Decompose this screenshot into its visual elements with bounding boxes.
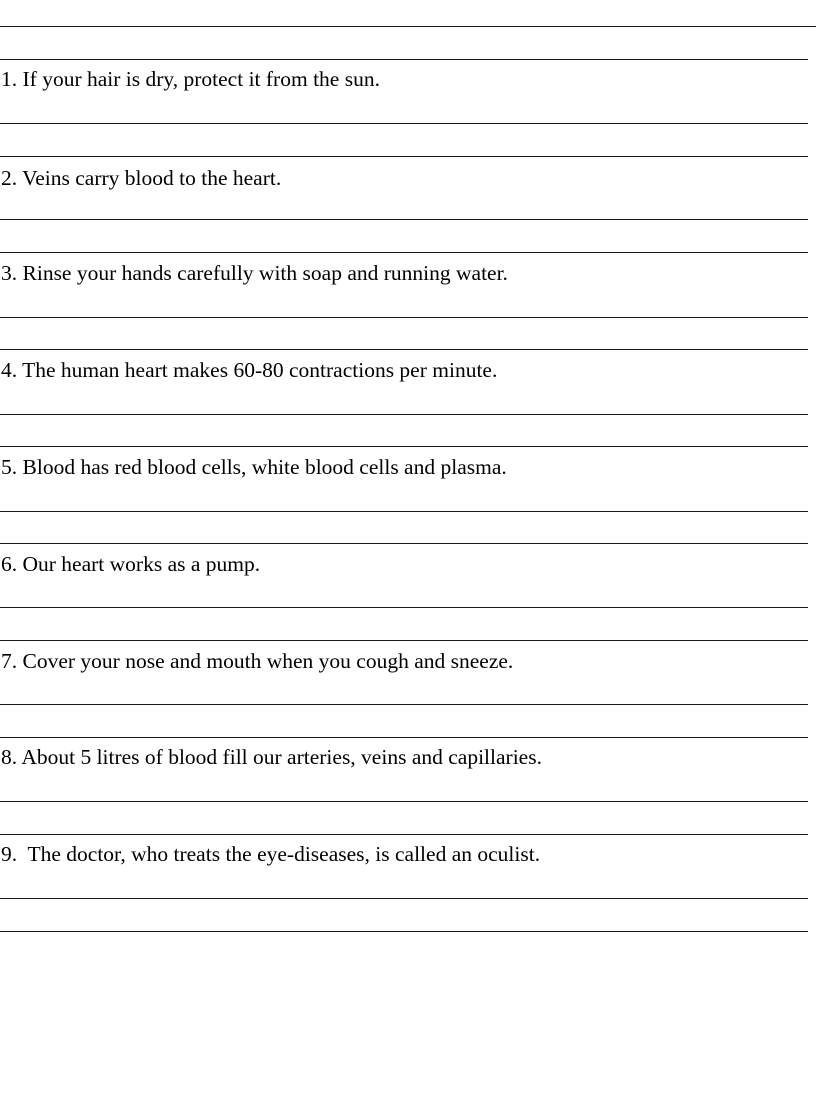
writing-line	[0, 349, 808, 350]
writing-line	[0, 446, 808, 447]
sentence-7: 7. Cover your nose and mouth when you cough and sneeze.	[1, 649, 514, 673]
writing-line	[0, 414, 808, 415]
writing-line	[0, 640, 808, 641]
sentence-4: 4. The human heart makes 60-80 contractions per minute.	[1, 358, 498, 382]
sentence-2: 2. Veins carry blood to the heart.	[1, 166, 282, 190]
writing-line	[0, 156, 808, 157]
writing-line	[0, 704, 808, 705]
writing-line	[0, 737, 808, 738]
writing-line	[0, 26, 816, 27]
writing-line	[0, 607, 808, 608]
writing-line	[0, 511, 808, 512]
writing-line	[0, 59, 808, 60]
writing-line	[0, 834, 808, 835]
sentence-9: 9. The doctor, who treats the eye-diseases, is called an oculist.	[1, 842, 541, 866]
writing-line	[0, 801, 808, 802]
writing-line	[0, 317, 808, 318]
sentence-6: 6. Our heart works as a pump.	[1, 552, 261, 576]
writing-line	[0, 123, 808, 124]
writing-line	[0, 898, 808, 899]
sentence-8: 8. About 5 litres of blood fill our arteries, veins and capillaries.	[1, 745, 542, 769]
sentence-3: 3. Rinse your hands carefully with soap and running water.	[1, 261, 508, 285]
sentence-1: 1. If your hair is dry, protect it from the sun.	[1, 67, 380, 91]
writing-line	[0, 543, 808, 544]
writing-line	[0, 219, 808, 220]
sentence-5: 5. Blood has red blood cells, white blood cells and plasma.	[1, 455, 507, 479]
writing-line	[0, 931, 808, 932]
writing-line	[0, 252, 808, 253]
